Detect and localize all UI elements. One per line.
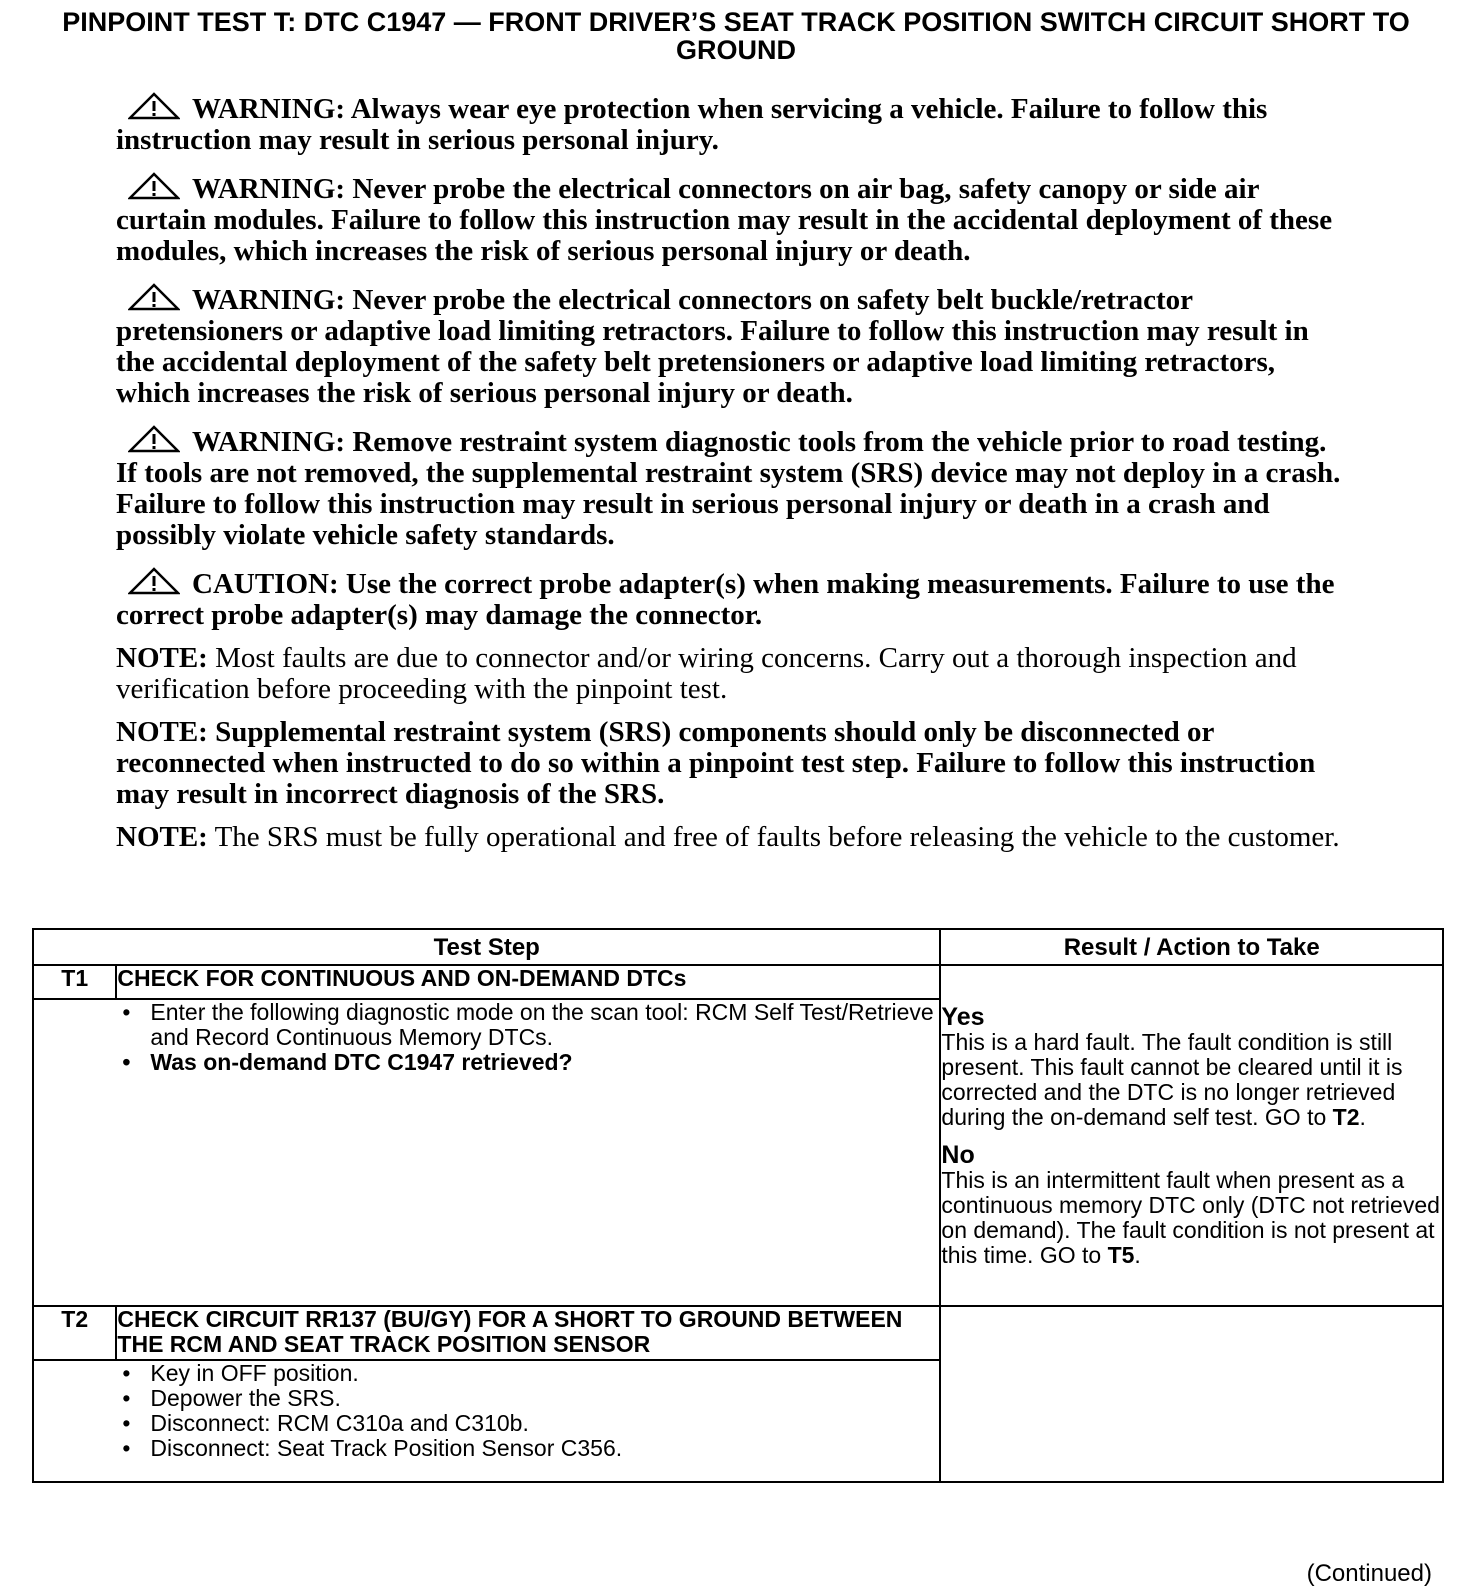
warning-text: Never probe the electrical connectors on air bag, safety canopy or side air curtain modules. Failure to follow this instruction may result in the accidental deployment of these modules, which increases the risk of serious personal injury or death. <box>116 173 1333 267</box>
continued-label: (Continued) <box>1306 1560 1432 1587</box>
result-yes-text: This is a hard fault. The fault condition is still present. This fault cannot be cleared until it is corrected and the DTC is no longer retrieved during the on-demand self test. GO to T2. <box>941 1029 1403 1130</box>
goto-step-link: T5 <box>1107 1242 1135 1268</box>
result-no-body: This is an intermittent fault when present as a continuous memory DTC only (DTC not retrieved on demand). The fault condition is not present at this time. GO to <box>941 1167 1440 1268</box>
table-header-row <box>33 929 1443 965</box>
warning-block <box>116 283 1346 409</box>
warning-triangle-icon <box>128 425 180 453</box>
step-bullets <box>116 1000 939 1075</box>
warning-label: WARNING: <box>192 173 346 205</box>
list-item: • Disconnect: RCM C310a and C310b. <box>150 1411 939 1436</box>
note-block <box>116 822 1346 853</box>
step-heading: CHECK CIRCUIT RR137 (BU/GY) FOR A SHORT TO GROUND BETWEEN THE RCM AND SEAT TRACK POSITION SENSOR <box>116 1306 940 1360</box>
step-result <box>940 965 1443 1306</box>
caution-label: CAUTION: <box>192 568 339 600</box>
list-item: • Depower the SRS. <box>150 1386 939 1411</box>
step-number: T1 <box>33 965 116 999</box>
warning-text: Remove restraint system diagnostic tools from the vehicle prior to road testing. If tools are not removed, the supplemental restraint system (SRS) device may not deploy in a crash. Failure to follow this instruction may result in serious personal injury or death in a crash and possibly violate vehicle safety standards. <box>116 426 1341 551</box>
warning-block <box>116 425 1346 551</box>
step-body <box>116 999 940 1306</box>
result-no-text: This is an intermittent fault when present as a continuous memory DTC only (DTC not retrieved on demand). The fault condition is not present at this time. GO to T5. <box>941 1167 1440 1268</box>
step-body <box>116 1360 940 1482</box>
list-item: • Was on-demand DTC C1947 retrieved? <box>150 1050 939 1075</box>
result-no-label: No <box>941 1141 975 1169</box>
list-item: • Key in OFF position. <box>150 1361 939 1386</box>
goto-step-link: T2 <box>1332 1104 1360 1130</box>
result-yes-label: Yes <box>941 1003 985 1031</box>
page-title: PINPOINT TEST T: DTC C1947 — FRONT DRIVER’S SEAT TRACK POSITION SWITCH CIRCUIT SHORT TO GROUND <box>62 7 1410 65</box>
table-row <box>33 965 1443 999</box>
note-text: The SRS must be fully operational and free of faults before releasing the vehicle to the customer. <box>214 821 1340 853</box>
warning-block <box>116 92 1346 156</box>
note-block <box>116 643 1346 705</box>
header-result: Result / Action to Take <box>940 929 1443 965</box>
list-item: • Disconnect: Seat Track Position Sensor C356. <box>150 1436 939 1461</box>
warning-label: WARNING: <box>192 93 346 125</box>
list-item: • Enter the following diagnostic mode on the scan tool: RCM Self Test/Retrieve and Record Continuous Memory DTCs. <box>150 1000 939 1050</box>
step-body-spacer <box>33 1360 116 1482</box>
step-heading: CHECK FOR CONTINUOUS AND ON-DEMAND DTCs <box>116 965 940 999</box>
note-label: NOTE: <box>116 716 208 748</box>
warning-triangle-icon <box>128 92 180 120</box>
step-result <box>940 1306 1443 1482</box>
note-text: Most faults are due to connector and/or wiring concerns. Carry out a thorough inspection and verification before proceeding with the pinpoint test. <box>116 642 1297 705</box>
note-text: Supplemental restraint system (SRS) components should only be disconnected or reconnected when instructed to do so within a pinpoint test step. Failure to follow this instruction may result in incorrect diagnosis of the SRS. <box>116 716 1316 810</box>
step-number: T2 <box>33 1306 116 1360</box>
pinpoint-test-table <box>32 928 1444 1483</box>
warning-triangle-icon <box>128 567 180 595</box>
note-block <box>116 717 1346 810</box>
step-body-spacer <box>33 999 116 1306</box>
warning-label: WARNING: <box>192 284 346 316</box>
warning-triangle-icon <box>128 172 180 200</box>
caution-text: Use the correct probe adapter(s) when making measurements. Failure to use the correct probe adapter(s) may damage the connector. <box>116 568 1335 631</box>
caution-block <box>116 567 1346 631</box>
warning-label: WARNING: <box>192 426 346 458</box>
safety-notes <box>116 92 1346 865</box>
header-test-step: Test Step <box>33 929 940 965</box>
warning-block <box>116 172 1346 267</box>
note-label: NOTE: <box>116 642 208 674</box>
warning-text: Always wear eye protection when servicing a vehicle. Failure to follow this instruction may result in serious personal injury. <box>116 93 1268 156</box>
result-yes-body: This is a hard fault. The fault condition is still present. This fault cannot be cleared until it is corrected and the DTC is no longer retrieved during the on-demand self test. GO to <box>941 1029 1403 1130</box>
note-label: NOTE: <box>116 821 208 853</box>
table-row <box>33 1306 1443 1360</box>
step-bullets <box>116 1361 939 1461</box>
warning-triangle-icon <box>128 283 180 311</box>
warning-text: Never probe the electrical connectors on safety belt buckle/retractor pretensioners or adaptive load limiting retractors. Failure to follow this instruction may result in the accidental deployment of the safety belt pretensioners or adaptive load limiting retractors, which increases the risk of serious personal injury or death. <box>116 284 1309 409</box>
